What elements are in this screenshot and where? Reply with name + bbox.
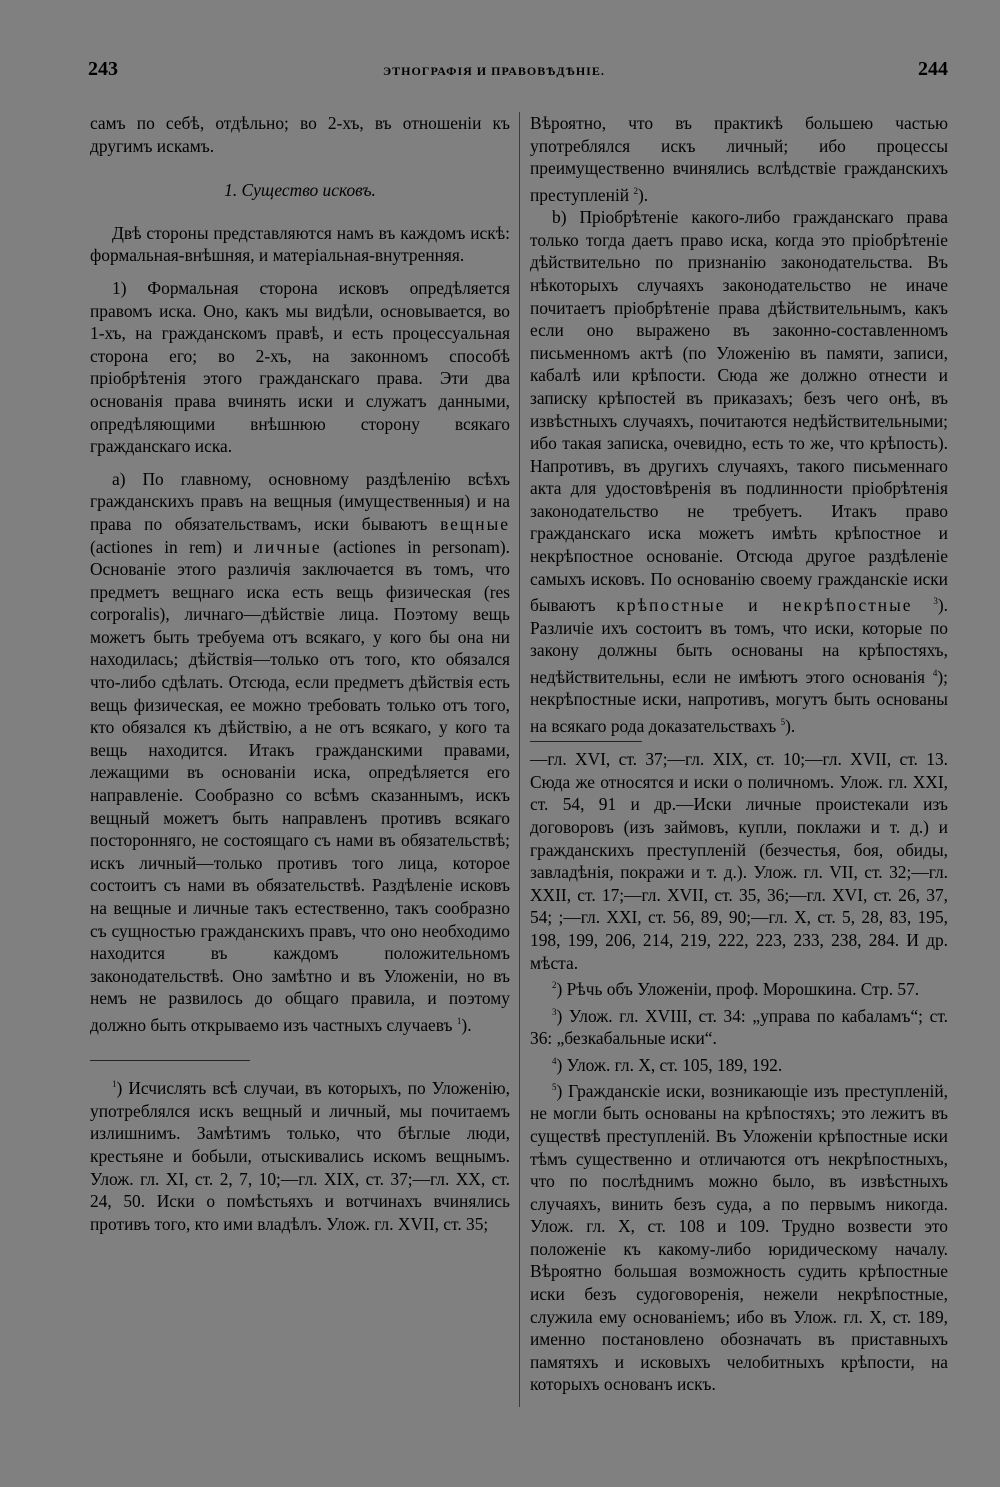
term-vesh: вещные: [440, 513, 510, 534]
footnote: $^5$) Гражданскіе иски, возникающіе изъ преступленій, не могли быть основаны на крѣпостяхъ; это лежитъ въ существѣ преступленій. Въ Уложеніи крѣпостные иски тѣмъ существенно и отличаются отъ некрѣпостныхъ, что по послѣднимъ можно было, въ извѣстныхъ случаяхъ, винить безъ суда, а по первымъ никогда. Улож. гл. X, ст. 108 и 109. Трудно возвести это положеніе къ какому-либо юридическому началу. Вѣроятно большая возможность судить крѣпостные иски безъ судоговоренія, нежели некрѣпостные, служила ему основаніемъ; ибо въ Улож. гл. X, ст. 189, именно постановлено обозначать въ приставныхъ памятяхъ и исковыхъ челобитныхъ крѣпости, на которыхъ основанъ искъ.: [530, 1080, 949, 1395]
column-divider: [519, 112, 520, 1407]
footnote-rule: [90, 1060, 250, 1061]
page-number-left: 243: [88, 58, 118, 80]
term-krep: крѣпостные и некрѣпостные: [616, 595, 913, 616]
paragraph: a) По главному, основному раздѣленію всѣхъ гражданскихъ правъ на вещныя (имущественныя) и на права по обязательствамъ, иски бываютъ вещные (actiones in rem) и личные (actiones in personam). Основаніе этого различія заключается въ томъ, что предметъ вещнаго иска есть вещь физическая (res corporalis), личнаго—дѣйствіе лица. Поэтому вещь можетъ быть требуема отъ всякаго, у кого бы она ни находилась; дѣйствія—только отъ того, кто обязался что-либо сдѣлать. Отсюда, если предметъ дѣйствія есть вещь физическая, ее можно требовать только отъ того, кто обязался къ дѣйствію, а не отъ всякаго, у кого та вещь находится. Итакъ гражданскими правами, лежащими въ основаніи иска, опредѣляется его направленіе. Сообразно со всѣмъ сказаннымъ, искъ вещный можетъ быть направленъ противъ всякаго посторонняго, не состоящаго съ нами въ обязательствѣ; искъ личный—только противъ того лица, которое состоитъ съ нами въ обязательствѣ. Раздѣленіе исковъ на вещные и личные такъ естественно, такъ сообразно съ сущностью гражданскихъ правъ, что оно необходимо находится въ каждомъ положительномъ законодательствѣ. Оно замѣтно и въ Уложеніи, но въ немъ не развилось до общаго правила, и поэтому должно быть открываемо изъ частныхъ случаевъ $^1$).: [90, 468, 510, 1035]
running-title: ЭТНОГРАФІЯ И ПРАВОВѢДѢНІЕ.: [383, 64, 605, 78]
section-heading: 1. Существо исковъ.: [224, 180, 376, 201]
paragraph: Вѣроятно, что въ практикѣ большею частью употреблялся искъ личный; ибо процессы преимущественно вчинялись вслѣдствіе гражданскихъ преступленій $^2$).: [530, 113, 948, 205]
footnote: $^1$) Исчислять всѣ случаи, въ которыхъ, по Уложенію, употреблялся искъ вещный и личный, мы почитаемъ излишнимъ. Замѣтимъ только, что бѣглые люди, крестьяне и бобыли, отыскивались искомъ вещнымъ. Улож. гл. XI, ст. 2, 7, 10;—гл. XIX, ст. 37;—гл. XX, ст. 24, 50. Иски о помѣстьяхъ и вотчинахъ вчинялись противъ того, кто ими владѣлъ. Улож. гл. XVII, ст. 35;: [90, 1078, 511, 1234]
footnote: $^3$) Улож. гл. XVIII, ст. 34: „управа по кабаламъ“; ст. 36: „безкабальные иски“.: [530, 1005, 948, 1048]
term-lich: личные: [254, 536, 322, 557]
footnote-ref: 2: [633, 185, 638, 196]
footnote: —гл. XVI, ст. 37;—гл. XIX, ст. 10;—гл. XVII, ст. 13. Сюда же относятся и иски о поличномъ. Улож. гл. XXI, ст. 54, 91 и др.—Иски личные проистекали изъ договоровъ (изъ займовъ, купли, поклажи и т. д.) и гражданскихъ преступленій (безчестья, боя, обиды, завладѣнія, покражи и т. д.). Улож. гл. VII, ст. 32;—гл. XXII, ст. 17;—гл. XVII, ст. 35, 36;—гл. XVI, ст. 26, 37, 54; ;—гл. XXI, ст. 56, 89, 90;—гл. X, ст. 5, 28, 83, 195, 198, 199, 206, 214, 219, 222, 223, 233, 238, 284. И др. мѣста.: [530, 749, 948, 973]
paragraph: самъ по себѣ, отдѣльно; во 2-хъ, въ отношеніи къ другимъ искамъ.: [90, 113, 510, 156]
footnote: $^4$) Улож. гл. X, ст. 105, 189, 192.: [552, 1054, 783, 1075]
page-number-right: 244: [918, 58, 948, 80]
page-header: [0, 58, 1000, 88]
paragraph: 1) Формальная сторона исковъ опредѣляется правомъ иска. Оно, какъ мы видѣли, основывается, во 1-хъ, на гражданскомъ правѣ, и есть процессуальная сторона его; во 2-хъ, на законномъ способѣ пріобрѣтенія этого гражданскаго права. Эти два основанія права вчинять иски и служатъ данными, опредѣляющими внѣшнюю сторону всякаго гражданскаго иска.: [90, 277, 510, 457]
paragraph: Двѣ стороны представляются намъ въ каждомъ искѣ: формальная-внѣшняя, и матеріальная-внутренняя.: [90, 222, 510, 266]
paragraph: b) Пріобрѣтеніе какого-либо гражданскаго права только тогда даетъ право иска, когда это пріобрѣтеніе дѣйствительно по признанію законодательства. Въ нѣкоторыхъ случаяхъ законодательство не иначе почитаетъ пріобрѣтеніе права дѣйствительнымъ, какъ если оно выражено въ законно-составленномъ письменномъ актѣ (по Уложенію въ памяти, записи, кабалѣ или крѣпости. Сюда же должно отнести и записку крѣпостей въ приказахъ; безъ чего онѣ, въ извѣстныхъ случаяхъ, почитаются недѣйствительными; ибо такая записка, очевидно, есть то же, что крѣпость). Напротивъ, въ другихъ случаяхъ, такого письменнаго акта для удостовѣренія въ подлинности пріобрѣтенія законодательство не требуетъ. Итакъ право гражданскаго иска можетъ имѣть крѣпостное и некрѣпостное основаніе. Отсюда другое раздѣленіе самыхъ исковъ. По основанію своему гражданскіе иски бываютъ крѣпостные и некрѣпостные $^3$). Различіе ихъ состоитъ въ томъ, что иски, которые по закону должны быть основаны на крѣпостяхъ, недѣйствительны, если не имѣютъ этого основанія $^4$); некрѣпостные иски, напротивъ, могутъ быть основаны на всякаго рода доказательствахъ $^5$).: [530, 207, 948, 736]
left-column: [90, 112, 510, 1235]
right-column: [530, 112, 948, 1396]
footnote-ref: 1: [456, 1015, 462, 1026]
footnote: $^2$) Рѣчь объ Уложеніи, проф. Морошкина. Стр. 57.: [552, 978, 920, 999]
footnote-rule: [530, 741, 642, 742]
